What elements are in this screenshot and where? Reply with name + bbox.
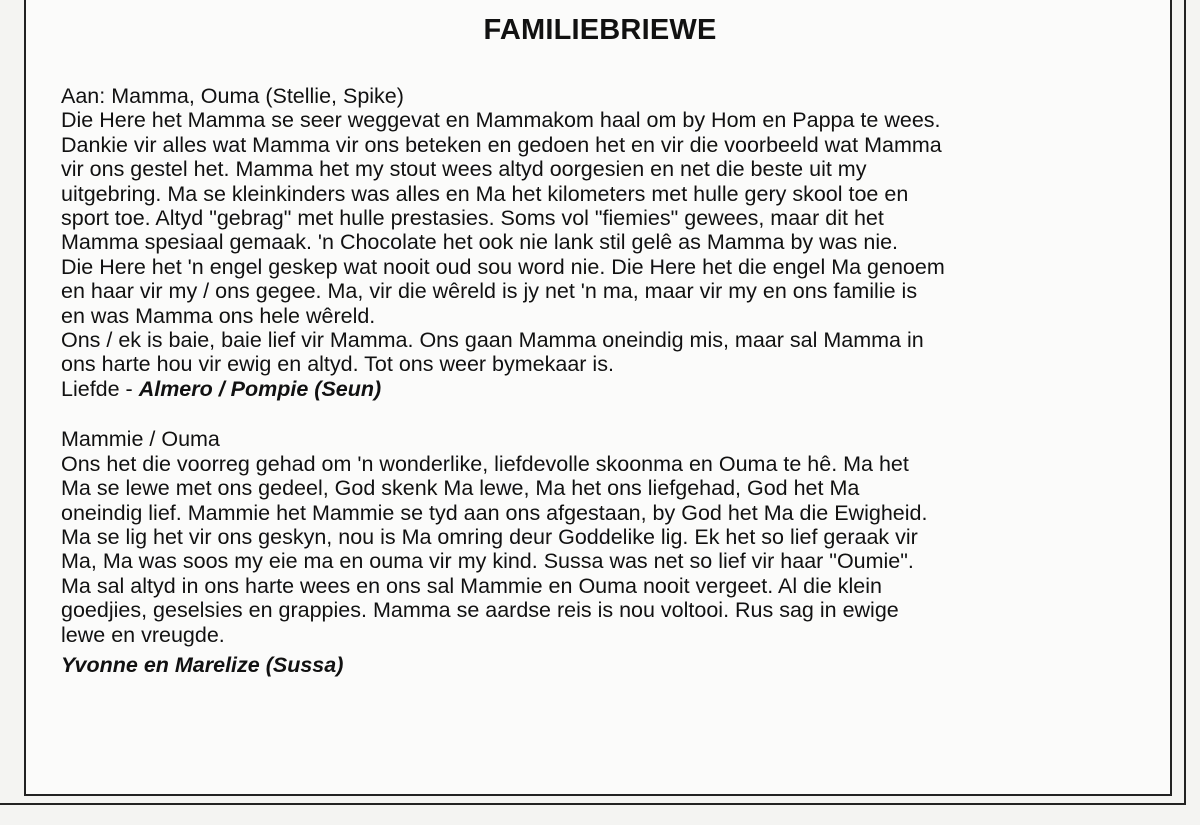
closing-prefix: Liefde - <box>61 376 139 401</box>
letter-1-line: Ons / ek is baie, baie lief vir Mamma. Ons gaan Mamma oneindig mis, maar sal Mamma in <box>61 328 924 353</box>
letter-2-line: oneindig lief. Mammie het Mammie se tyd aan ons afgestaan, by God het Ma die Ewigheid. <box>61 500 928 525</box>
letter-1 <box>61 84 1161 401</box>
letter-2-line: Ma, Ma was soos my eie ma en ouma vir my kind. Sussa was net so lief vir haar "Oumie". <box>61 549 914 574</box>
letter-2-line: Ma se lewe met ons gedeel, God skenk Ma lewe, Ma het ons liefgehad, God het Ma <box>61 476 860 501</box>
letter-2-line: Ma sal altyd in ons harte wees en ons sal Mammie en Ouma nooit vergeet. Al die klein <box>61 573 882 598</box>
outer-bottom-rule <box>0 803 1186 805</box>
letter-2-line: Mammie / Ouma <box>61 427 220 452</box>
outer-right-rule <box>1184 0 1186 805</box>
letter-2-line: Ma se lig het vir ons geskyn, nou is Ma omring deur Goddelike lig. Ek het so lief geraak vir <box>61 524 918 549</box>
letter-divider-space <box>61 401 1161 427</box>
letter-1-line: sport toe. Altyd "gebrag" met hulle prestasies. Soms vol "fiemies" gewees, maar dit het <box>61 206 884 231</box>
letter-2-line: Ons het die voorreg gehad om 'n wonderlike, liefdevolle skoonma en Ouma te hê. Ma het <box>61 451 909 476</box>
letter-frame <box>24 0 1172 796</box>
letter-2-signature: Yvonne en Marelize (Sussa) <box>61 652 344 677</box>
letter-1-line: uitgebring. Ma se kleinkinders was alles en Ma het kilometers met hulle gery skool toe en <box>61 181 909 206</box>
letter-2 <box>61 427 1161 677</box>
letter-1-closing <box>61 377 1161 401</box>
letter-1-line: en was Mamma ons hele wêreld. <box>61 303 376 328</box>
letter-1-line: Die Here het 'n engel geskep wat nooit oud sou word nie. Die Here het die engel Ma genoem <box>61 254 945 279</box>
letter-1-signature: Almero / Pompie (Seun) <box>138 376 382 401</box>
letters-body <box>61 84 1161 677</box>
letter-2-line: goedjies, geselsies en grappies. Mamma se aardse reis is nou voltooi. Rus sag in ewige <box>61 598 899 623</box>
letter-1-line: Aan: Mamma, Ouma (Stellie, Spike) <box>61 84 404 108</box>
letter-1-line: ons harte hou vir ewig en altyd. Tot ons weer bymekaar is. <box>61 352 614 377</box>
letter-1-line: en haar vir my / ons gegee. Ma, vir die wêreld is jy net 'n ma, maar vir my en ons familie is <box>61 279 918 304</box>
page-title: FAMILIEBRIEWE <box>483 14 717 46</box>
letter-1-line: Dankie vir alles wat Mamma vir ons beteken en gedoen het en vir die voorbeeld wat Mamma <box>61 132 942 157</box>
letter-1-line: Die Here het Mamma se seer weggevat en Mammakom haal om by Hom en Pappa te wees. <box>61 108 941 133</box>
letter-2-line: lewe en vreugde. <box>61 622 225 647</box>
letter-1-line: Mamma spesiaal gemaak. 'n Chocolate het ook nie lank stil gelê as Mamma by was nie. <box>61 230 899 255</box>
letter-1-line: vir ons gestel het. Mamma het my stout wees altyd oorgesien en net die beste uit my <box>61 157 867 182</box>
